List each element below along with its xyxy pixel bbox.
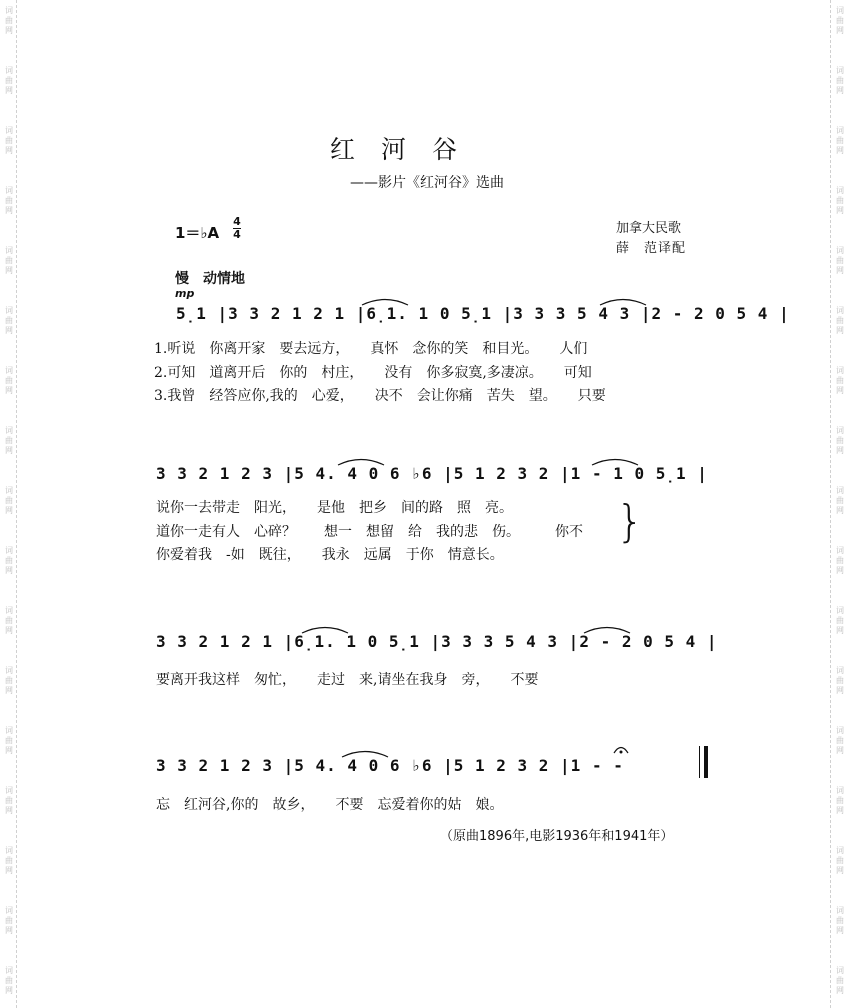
watermark-text: 词曲网 <box>836 846 844 875</box>
credit-translator: 薛 范译配 <box>616 241 687 256</box>
slur-mark <box>336 456 386 466</box>
watermark-text: 词曲网 <box>836 186 844 215</box>
watermark-text: 词曲网 <box>836 726 844 755</box>
watermark-text: 词曲网 <box>836 606 844 635</box>
key-signature: 1＝♭A <box>175 224 220 242</box>
watermark-text: 词曲网 <box>836 546 844 575</box>
lyric-line-4: 忘 红河谷,你的 故乡， 不要 忘爱着你的姑 娘。 <box>156 797 504 813</box>
watermark-text: 词曲网 <box>5 66 13 95</box>
right-watermark-strip <box>830 0 847 1008</box>
watermark-text: 词曲网 <box>5 726 13 755</box>
tempo-marking: 慢 动情地 <box>175 271 245 287</box>
verse-brace: } <box>616 496 644 547</box>
left-watermark-strip <box>0 0 17 1008</box>
watermark-text: 词曲网 <box>5 246 13 275</box>
song-subtitle: ——影片《红河谷》选曲 <box>350 175 504 191</box>
watermark-text: 词曲网 <box>836 786 844 815</box>
watermark-text: 词曲网 <box>836 66 844 95</box>
dynamic-marking: mp <box>175 287 195 300</box>
final-barline-thin <box>699 746 700 778</box>
credit-origin: 加拿大民歌 <box>616 221 682 236</box>
watermark-text: 词曲网 <box>5 546 13 575</box>
song-title: 红河谷 <box>330 135 484 164</box>
watermark-text: 词曲网 <box>836 366 844 395</box>
watermark-text: 词曲网 <box>836 486 844 515</box>
watermark-text: 词曲网 <box>836 966 844 995</box>
watermark-text: 词曲网 <box>5 906 13 935</box>
lyric-line-2-verse-2: 道你一走有人 心碎？ 想一 想留 给 我的悲 伤。 你不 <box>156 524 583 540</box>
watermark-text: 词曲网 <box>5 426 13 455</box>
watermark-text: 词曲网 <box>5 666 13 695</box>
watermark-text: 词曲网 <box>5 846 13 875</box>
lyric-line-1-verse-3: 3.我曾 经答应你,我的 心爱， 决不 会让你痛 苦失 望。 只要 <box>154 388 606 404</box>
footnote: （原曲1896年,电影1936年和1941年） <box>440 829 674 844</box>
lyric-line-1-verse-1: 1.听说 你离开家 要去远方， 真怀 念你的笑 和目光。 人们 <box>154 341 588 357</box>
fermata-mark <box>612 742 630 756</box>
lyric-line-2-verse-3: 你爱着我 -如 既往， 我永 远属 于你 情意长。 <box>156 547 504 563</box>
watermark-text: 词曲网 <box>5 366 13 395</box>
watermark-text: 词曲网 <box>5 966 13 995</box>
time-signature: 4 4 <box>233 215 241 241</box>
lyric-line-1-verse-2: 2.可知 道离开后 你的 村庄， 没有 你多寂寞,多凄凉。 可知 <box>154 365 592 381</box>
watermark-text: 词曲网 <box>836 246 844 275</box>
watermark-text: 词曲网 <box>5 186 13 215</box>
tie-mark <box>590 456 640 466</box>
watermark-text: 词曲网 <box>836 306 844 335</box>
slur-mark <box>340 748 390 758</box>
watermark-text: 词曲网 <box>836 906 844 935</box>
tie-mark <box>582 624 632 634</box>
lyric-line-3: 要离开我这样 匆忙， 走过 来,请坐在我身 旁， 不要 <box>156 672 539 688</box>
watermark-text: 词曲网 <box>836 126 844 155</box>
notation-line-1: 5̣1 |3 3 2 1 2 1 |6̣1. 1 0 5̣1 |3 3 3 5 4 3 |2 - 2 0 5 4 | <box>176 304 790 323</box>
lyric-line-2-verse-1: 说你一去带走 阳光， 是他 把乡 间的路 照 亮。 <box>156 500 513 516</box>
slur-mark <box>300 624 350 634</box>
watermark-text: 词曲网 <box>5 486 13 515</box>
watermark-text: 词曲网 <box>836 666 844 695</box>
final-barline <box>704 746 708 778</box>
notation-line-4: 3 3 2 1 2 3 |5 4. 4 0 6 ♭6 |5 1 2 3 2 |1 - - <box>156 756 624 775</box>
tie-mark <box>598 296 648 306</box>
notation-line-2: 3 3 2 1 2 3 |5 4. 4 0 6 ♭6 |5 1 2 3 2 |1 - 1 0 5̣1 | <box>156 464 708 483</box>
notation-line-3: 3 3 2 1 2 1 |6̣1. 1 0 5̣1 |3 3 3 5 4 3 |2 - 2 0 5 4 | <box>156 632 718 651</box>
watermark-text: 词曲网 <box>836 426 844 455</box>
slur-mark <box>360 296 410 306</box>
watermark-text: 词曲网 <box>5 606 13 635</box>
watermark-text: 词曲网 <box>5 306 13 335</box>
watermark-text: 词曲网 <box>5 6 13 35</box>
watermark-text: 词曲网 <box>5 126 13 155</box>
watermark-text: 词曲网 <box>5 786 13 815</box>
watermark-text: 词曲网 <box>836 6 844 35</box>
